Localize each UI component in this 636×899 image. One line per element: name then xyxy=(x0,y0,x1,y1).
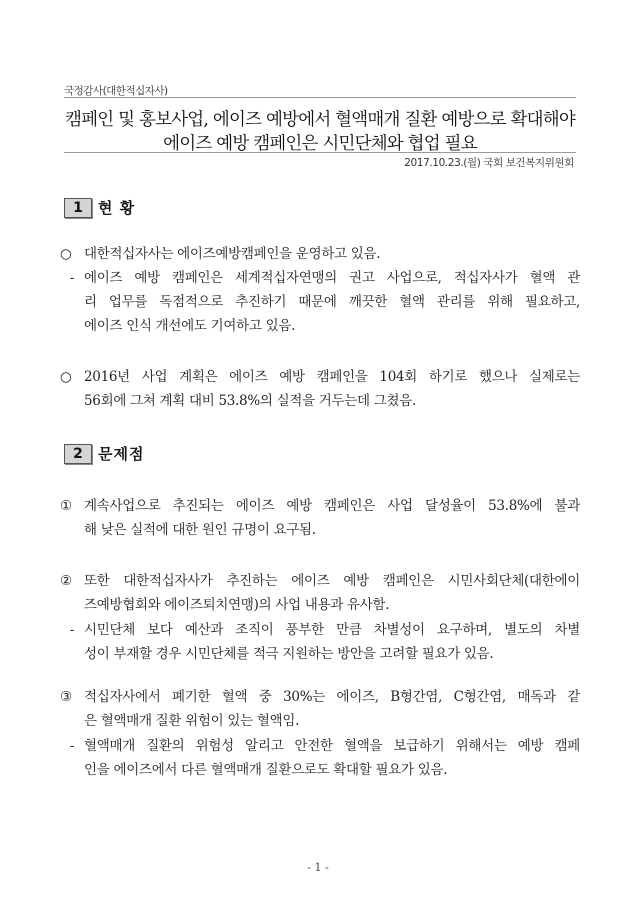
circle-bullet-icon: ○ xyxy=(60,246,72,262)
date-and-committee: 2017.10.23.(월) 국회 보건복지위원회 xyxy=(404,157,574,169)
section-number-box: 2 xyxy=(64,444,92,464)
paragraph-line: 또한 대한적십자사가 추진하는 에이즈 예방 캠페인은 시민사회단체(대한에이 xyxy=(84,573,580,589)
section-heading-problems xyxy=(64,443,144,464)
paragraph-line: 시민단체 보다 예산과 조직이 풍부한 만큼 차별성이 요구하며, 별도의 차별 xyxy=(84,622,580,638)
numbered-paragraph xyxy=(60,494,580,542)
bullet-paragraph xyxy=(60,365,580,413)
paragraph-line: 해 낮은 실적에 대한 원인 규명이 요구됨. xyxy=(84,522,316,538)
title-bottom-rule xyxy=(64,152,576,153)
numbered-paragraph xyxy=(60,569,580,617)
section-heading-current-status xyxy=(64,197,135,218)
paragraph-line: 2016년 사업 계획은 에이즈 예방 캠페인을 104회 하기로 했으나 실제로는 xyxy=(84,369,580,385)
bullet-paragraph xyxy=(60,242,580,266)
dash-bullet-icon: - xyxy=(69,270,75,286)
paragraph-line: 대한적십자사는 에이즈예방캠페인을 운영하고 있음. xyxy=(84,246,381,262)
section-title: 문제점 xyxy=(98,445,145,463)
paragraph-line: 계속사업으로 추진되는 에이즈 예방 캠페인은 사업 달성율이 53.8%에 불과 xyxy=(84,498,580,514)
dash-bullet-icon: - xyxy=(69,622,75,638)
paragraph-line: 리 업무를 독점적으로 추진하기 때문에 깨끗한 혈액 관리를 위해 필요하고, xyxy=(84,294,580,310)
paragraph-line: 56회에 그쳐 계획 대비 53.8%의 실적을 거두는데 그쳤음. xyxy=(84,393,416,409)
circled-number-3-icon: ③ xyxy=(60,689,72,705)
document-title-line-2: 에이즈 예방 캠페인은 시민단체와 협업 필요 xyxy=(163,134,477,154)
circled-number-1-icon: ① xyxy=(60,498,72,514)
paragraph-line: 성이 부재할 경우 시민단체를 적극 지원하는 방안을 고려할 필요가 있음. xyxy=(84,646,494,662)
paragraph-line: 에이즈 인식 개선에도 기여하고 있음. xyxy=(84,318,296,334)
dash-paragraph xyxy=(60,734,580,782)
document-title-line-1: 캠페인 및 홍보사업, 에이즈 예방에서 혈액매개 질환 예방으로 확대해야 xyxy=(65,110,575,130)
page-number: - 1 - xyxy=(307,861,329,874)
dash-bullet-icon: - xyxy=(69,738,75,754)
circled-number-2-icon: ② xyxy=(60,573,72,589)
section-number-box: 1 xyxy=(64,198,92,218)
section-title: 현 황 xyxy=(98,199,136,217)
document-category-label: 국정감사(대한적십자사) xyxy=(64,85,168,97)
circle-bullet-icon: ○ xyxy=(60,369,72,385)
numbered-paragraph xyxy=(60,685,580,733)
title-top-rule xyxy=(64,97,576,98)
paragraph-line: 인을 에이즈에서 다른 혈액매개 질환으로도 확대할 필요가 있음. xyxy=(84,762,448,778)
paragraph-line: 적십자사에서 폐기한 혈액 중 30%는 에이즈, B형간염, C형간염, 매독과 같 xyxy=(84,689,580,705)
paragraph-line: 은 혈액매개 질환 위험이 있는 혈액임. xyxy=(84,713,300,729)
paragraph-line: 즈예방협회와 에이즈퇴치연맹)의 사업 내용과 유사함. xyxy=(84,597,390,613)
dash-paragraph xyxy=(60,618,580,666)
dash-paragraph xyxy=(60,266,580,338)
paragraph-line: 에이즈 예방 캠페인은 세계적십자연맹의 권고 사업으로, 적십자사가 혈액 관 xyxy=(84,270,580,286)
paragraph-line: 혈액매개 질환의 위험성 알리고 안전한 혈액을 보급하기 위해서는 예방 캠페 xyxy=(84,738,580,754)
